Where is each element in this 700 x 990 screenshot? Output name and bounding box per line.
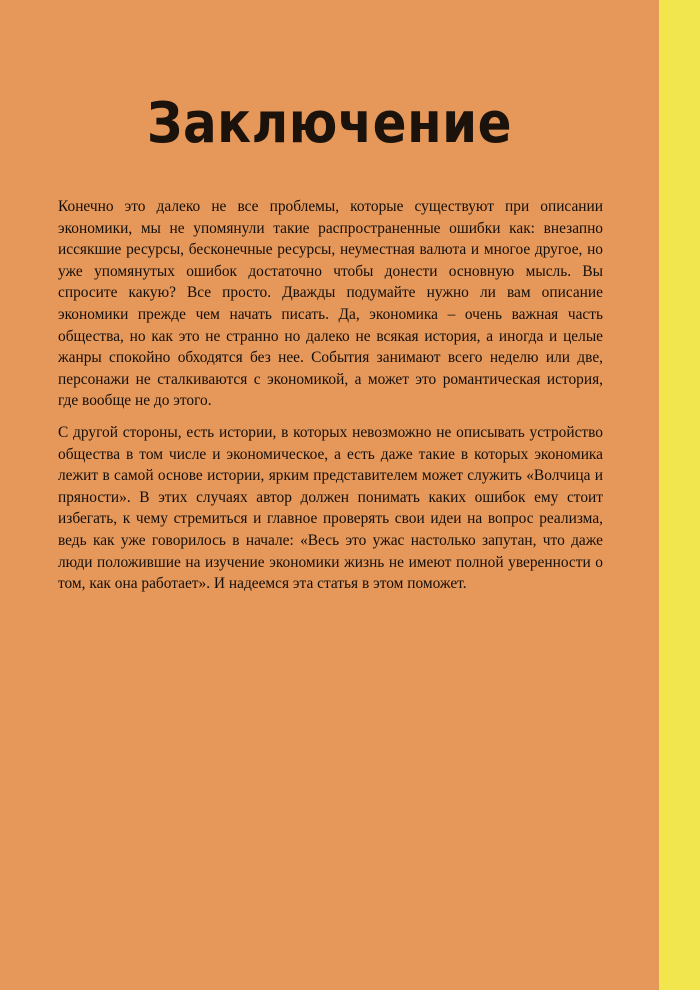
side-color-band — [659, 0, 700, 990]
article-body — [58, 196, 603, 605]
paragraph-1: Конечно это далеко не все проблемы, которые существуют при описании экономики, мы не упомянули такие распространенные ошибки как: внезапно иссякшие ресурсы, бесконечные ресурсы, неуместная валюта и многое другое, но уже упомянутых ошибок достаточно чтобы донести основную мысль. Вы спросите какую? Все просто. Дважды подумайте нужно ли вам описание экономики прежде чем начать писать. Да, экономика – очень важная часть общества, но как это не странно но далеко не всякая история, а иногда и целые жанры спокойно обходятся без нее. События занимают всего неделю или две, персонажи не сталкиваются с экономикой, а может это романтическая история, где вообще не до этого. — [58, 198, 603, 410]
page-title: Заключение — [146, 90, 513, 156]
paragraph-2: С другой стороны, есть истории, в которых невозможно не описывать устройство общества в том числе и экономическое, а есть даже такие в которых экономика лежит в самой основе истории, ярким представителем может служить «Волчица и пряности». В этих случаях автор должен понимать каких ошибок ему стоит избегать, к чему стремиться и главное проверять свои идеи на вопрос реализма, ведь как уже говорилось в начале: «Весь это ужас настолько запутан, что даже люди положившие на изучение экономики жизнь не имеют полной уверенности о том, как она работает». И надеемся эта статья в этом поможет. — [58, 423, 603, 593]
